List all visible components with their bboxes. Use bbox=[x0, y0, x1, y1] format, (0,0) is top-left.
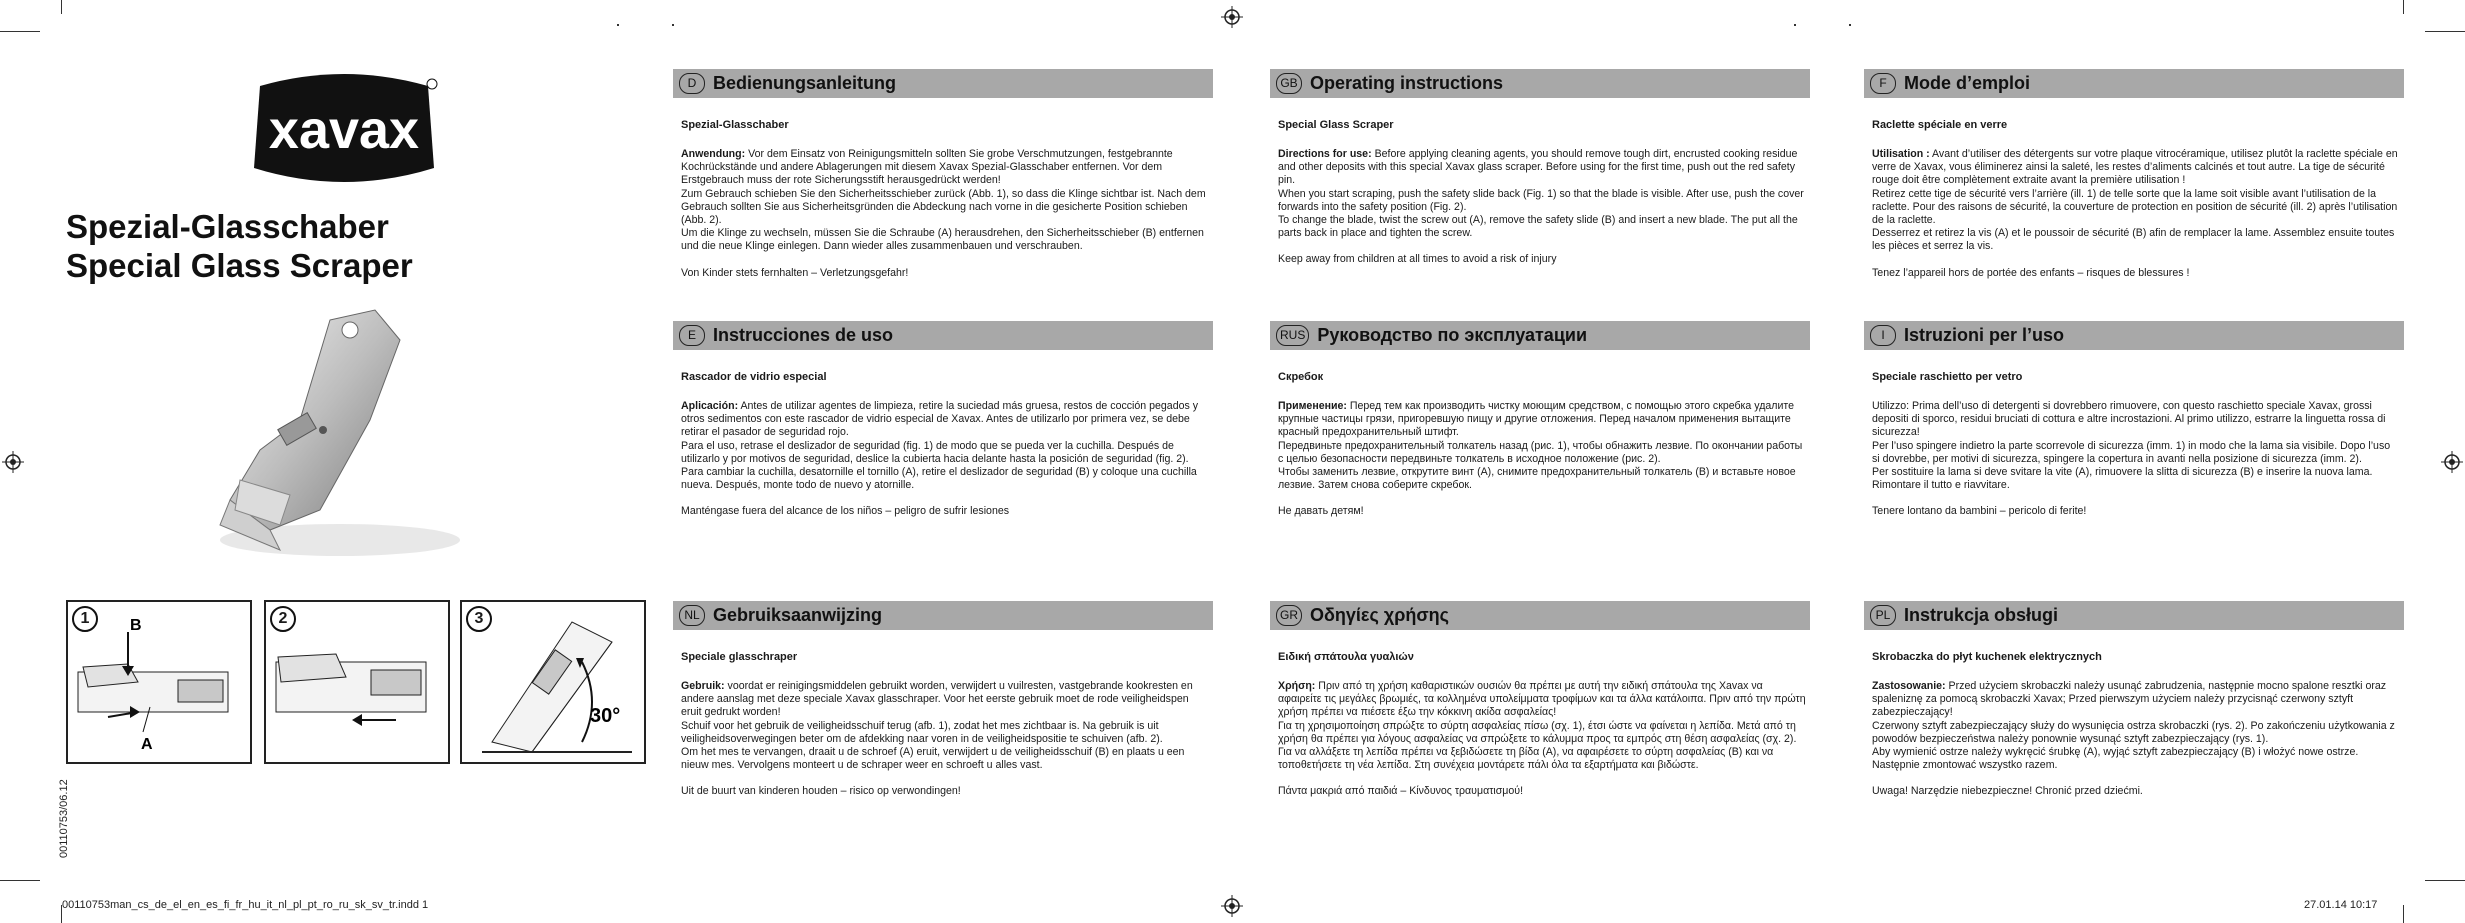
warning-text: Πάντα μακριά από παιδιά – Κίνδυνος τραυματισμού! bbox=[1278, 785, 1524, 798]
section-subtitle: Spezial-Glasschaber bbox=[681, 119, 789, 131]
instruction-line: To change the blade, twist the screw out (A), remove the safety slide (B) and insert a new blade. The put all the parts back in place and tighten the screw. bbox=[1278, 214, 1798, 240]
figure-3 bbox=[460, 600, 646, 764]
product-title-de: Spezial-Glasschaber bbox=[66, 208, 389, 245]
footer-date: 27.01.14 10:17 bbox=[2304, 899, 2378, 911]
language-badge: NL bbox=[679, 605, 705, 626]
section-header bbox=[673, 321, 1213, 350]
lead-label: Gebruik: bbox=[681, 680, 725, 692]
section-body bbox=[1872, 680, 2400, 799]
figure-number: 1 bbox=[72, 606, 98, 632]
figure-2-drawing bbox=[266, 602, 448, 762]
glass-scraper-illustration bbox=[200, 300, 500, 560]
language-badge: D bbox=[679, 73, 705, 94]
instruction-line: Чтобы заменить лезвие, открутите винт (A), снимите предохранительный толкатель (B) и вставьте новое лезвие. Затем снова соберите скребок. bbox=[1278, 466, 1796, 492]
warning-text: Manténgase fuera del alcance de los niños – peligro de sufrir lesiones bbox=[681, 505, 1010, 518]
section-header bbox=[1270, 69, 1810, 98]
section-subtitle: Skrobaczka do płyt kuchenek elektrycznych bbox=[1872, 651, 2102, 663]
xavax-logo bbox=[240, 68, 448, 196]
brand-name: xavax bbox=[268, 100, 420, 160]
footer-filename: 00110753man_cs_de_el_en_es_fi_fr_hu_it_nl_pl_pt_ro_ru_sk_sv_tr.indd 1 bbox=[62, 899, 429, 911]
section-title: Mode d’emploi bbox=[1904, 73, 2030, 93]
instruction-line: Передвиньте предохранительный толкатель назад (рис. 1), чтобы обнажить лезвие. По окончании работы с целью безопасности передвиньте толкатель в исходное положение (рис. 2). bbox=[1278, 439, 1803, 465]
instruction-line: Para el uso, retrase el deslizador de seguridad (fig. 1) de modo que se pueda ver la cuchilla. Después de utilizarlo y por motivos de seguridad, deslice la cubierta hacia delante hasta la posición de seguridad (fig. 2). bbox=[681, 439, 1189, 465]
instruction-line: Per sostituire la lama si deve svitare la vite (A), rimuovere la slitta di sicurezza (B) e inserire la nuova lama. Rimontare il tutto e riavvitare. bbox=[1872, 466, 2373, 492]
section-header bbox=[1864, 601, 2404, 630]
figure-number: 3 bbox=[466, 606, 492, 632]
registration-mark-icon bbox=[1221, 6, 1243, 28]
crop-mark bbox=[0, 31, 40, 32]
instruction-line: Aby wymienić ostrze należy wykręcić śrubkę (A), wyjąć sztyft zabezpieczający (B) i włożyć nowe ostrze. Następnie zmontować wszystko razem. bbox=[1872, 746, 2359, 772]
registration-mark-icon bbox=[1221, 895, 1243, 917]
section-e bbox=[673, 321, 1213, 519]
section-subtitle: Ειδική σπάτουλα γυαλιών bbox=[1278, 651, 1414, 663]
callout-a: A bbox=[141, 736, 153, 753]
article-code: 00110753/06.12 bbox=[58, 779, 70, 858]
section-gb bbox=[1270, 69, 1810, 267]
fold-mark bbox=[617, 24, 619, 26]
instruction-line: Zum Gebrauch schieben Sie den Sicherheitsschieber zurück (Abb. 1), so dass die Klinge sichtbar ist. Nach dem Gebrauch sollten Sie aus Sicherheitsgründen die Abdeckung nach vorne in die gesicherte Position schieben (Abb. 2). bbox=[681, 187, 1206, 227]
section-header bbox=[1270, 601, 1810, 630]
intro-text: Перед тем как производить чистку моющим средством, с помощью этого скребка удалите крупные частицы грязи, пригоревшую пищу и другие отложения. Перед началом применения вытащите красный предохранительный штифт. bbox=[1278, 400, 1794, 439]
callout-b: B bbox=[130, 617, 142, 634]
section-f bbox=[1864, 69, 2404, 280]
warning-text: Не давать детям! bbox=[1278, 505, 1364, 518]
intro-text: Przed użyciem skrobaczki należy usunąć zabrudzenia, następnie mocno spalone resztki oraz spaleniznę za pomocą skrobaczki Xavax; Przed pierwszym użyciem należy przycisnąć czerwony sztyft zabezpieczający! bbox=[1872, 680, 2387, 719]
section-header bbox=[1864, 321, 2404, 350]
crop-mark bbox=[2425, 31, 2465, 32]
instruction-line: Για τη χρησιμοποίηση σπρώξτε το σύρτη ασφαλείας πίσω (σχ. 1), έτσι ώστε να φαίνεται η λεπίδα. Μετά από τη χρήση θα πρέπει για λόγους ασφαλείας να σπρώξετε το κάλυμμα προς τα εμπρός στη θέση ασφαλείας (σχ. 2). bbox=[1278, 719, 1797, 745]
instruction-line: Czerwony sztyft zabezpieczający służy do wysunięcia ostrza skrobaczki (rys. 2). Po zakończeniu użytkowania z powodów bezpieczeństwa należy ponownie wysunąć sztyft zabezpieczający (rys. 1). bbox=[1872, 719, 2395, 745]
figure-1 bbox=[66, 600, 252, 764]
figure-3-drawing bbox=[462, 602, 644, 762]
section-body bbox=[681, 400, 1209, 519]
section-header bbox=[1864, 69, 2404, 98]
section-title: Istruzioni per l’uso bbox=[1904, 325, 2065, 345]
warning-text: Tenez l’appareil hors de portée des enfants – risques de blessures ! bbox=[1872, 266, 2190, 279]
section-pl bbox=[1864, 601, 2404, 799]
section-header bbox=[1270, 321, 1810, 350]
section-subtitle: Скребок bbox=[1278, 371, 1324, 383]
registration-mark-icon bbox=[2441, 451, 2463, 473]
section-title: Instrucciones de uso bbox=[713, 325, 894, 345]
intro-text: Utilizzo: Prima dell’uso di detergenti si dovrebbero rimuovere, con questo raschietto speciale Xavax, grossi depositi di sporco, residui bruciati di cottura e altre incrostazioni. Al primo utilizzo, estrarre la linguetta rossa di sicurezza! bbox=[1872, 400, 2386, 439]
lead-label: Anwendung: bbox=[681, 148, 746, 160]
fold-mark bbox=[1849, 24, 1851, 26]
intro-text: Avant d’utiliser des détergents sur votre plaque vitrocéramique, utilisez plutôt la raclette spéciale en verre de Xavax, vous éliminerez ainsi la saleté, les restes d’aliments calcinés et tout autre. La tige de sécurité rouge doit être complètement extraite avant la première utilisation ! bbox=[1872, 148, 2398, 187]
section-body bbox=[1278, 680, 1806, 799]
lead-label: Utilisation : bbox=[1872, 148, 1930, 160]
intro-text: voordat er reinigingsmiddelen gebruikt worden, verwijdert u vuilresten, vastgebrande kookresten en andere aanslag met deze speciale Xavax glasschraper. Voor het eerste gebruik moet de rode veiligheidspen eruit gedrukt worden! bbox=[681, 680, 1193, 719]
section-subtitle: Rascador de vidrio especial bbox=[681, 371, 827, 383]
instruction-line: Για να αλλάξετε τη λεπίδα πρέπει να ξεβιδώσετε τη βίδα (A), να αφαιρέσετε το σύρτη ασφαλείας (B) και να τοποθετήσετε τη νέα λεπίδα. Στη συνέχεια μοντάρετε πάλι όλα τα εξαρτήματα και βιδώστε. bbox=[1278, 746, 1774, 772]
section-subtitle: Speciale raschietto per vetro bbox=[1872, 371, 2023, 383]
figure-number: 2 bbox=[270, 606, 296, 632]
section-body bbox=[1278, 148, 1806, 267]
section-subtitle: Raclette spéciale en verre bbox=[1872, 119, 2008, 131]
crop-mark bbox=[2425, 880, 2465, 881]
section-title: Bedienungsanleitung bbox=[713, 73, 897, 93]
section-nl bbox=[673, 601, 1213, 799]
lead-label: Χρήση: bbox=[1278, 680, 1316, 692]
section-title: Operating instructions bbox=[1310, 73, 1504, 93]
intro-text: Antes de utilizar agentes de limpieza, retire la suciedad más gruesa, restos de cocción pegados y otros sedimentos con este rascador de vidrio especial de Xavax. Antes de utilizarlo por primera vez, se debe retirar el pasador de seguridad rojo. bbox=[681, 400, 1199, 439]
section-body bbox=[1278, 400, 1806, 519]
warning-text: Von Kinder stets fernhalten – Verletzungsgefahr! bbox=[681, 266, 909, 279]
crop-mark bbox=[0, 880, 40, 881]
instruction-line: Desserrez et retirez la vis (A) et le poussoir de sécurité (B) afin de remplacer la lame. Assemblez ensuite toutes les pièces et serrez la vis. bbox=[1872, 227, 2395, 253]
fold-mark bbox=[672, 24, 674, 26]
intro-text: Πριν από τη χρήση καθαριστικών ουσιών θα πρέπει με αυτή την ειδική σπάτουλα της Xavax να αφαιρείτε τις μεγάλες βρωμιές, τα κολλημένα υπολείμματα τροφίμων και τα άλλα κατάλοιπα. Πριν από την πρώτη χρήση πρέπει να πιέσετε έξω την κόκκινη ακίδα ασφαλείας! bbox=[1278, 680, 1806, 719]
instruction-line: Om het mes te vervangen, draait u de schroef (A) eruit, verwijdert u de veiligheidsschuif (B) en plaats u een nieuw mes. Vervolgens monteert u de schraper weer en schroeft u alles vast. bbox=[681, 746, 1185, 772]
section-title: Οδηγίες χρήσης bbox=[1310, 605, 1449, 625]
warning-text: Tenere lontano da bambini – pericolo di ferite! bbox=[1872, 505, 2087, 518]
figure-1-drawing bbox=[68, 602, 250, 762]
lead-label: Directions for use: bbox=[1278, 148, 1372, 160]
section-body bbox=[681, 148, 1209, 280]
lead-label: Применение: bbox=[1278, 400, 1347, 412]
instruction-line: Retirez cette tige de sécurité vers l’arrière (ill. 1) de telle sorte que la lame soit visible avant l’utilisation de la raclette. Pour des raisons de sécurité, la couverture de protection en position de sécurité (ill. 2) après l’utilisation de la raclette. bbox=[1872, 187, 2398, 227]
language-badge: GB bbox=[1276, 73, 1302, 94]
section-subtitle: Special Glass Scraper bbox=[1278, 119, 1394, 131]
instruction-line: Para cambiar la cuchilla, desatornille el tornillo (A), retire el deslizador de seguridad (B) y coloque una cuchilla nueva. Después, monte todo de nuevo y atornille. bbox=[681, 466, 1197, 492]
instruction-line: When you start scraping, push the safety slide back (Fig. 1) so that the blade is visible. After use, push the cover forwards into the safety position (Fig. 2). bbox=[1278, 187, 1804, 213]
language-badge: F bbox=[1870, 73, 1896, 94]
instruction-line: Um die Klinge zu wechseln, müssen Sie die Schraube (A) herausdrehen, den Sicherheitsschieber (B) entfernen und die neue Klinge einlegen. Dann wieder alles zusammenbauen und verschrauben. bbox=[681, 227, 1204, 253]
instruction-line: Per l’uso spingere indietro la parte scorrevole di sicurezza (imm. 1) in modo che la lama sia visibile. Dopo l’uso si dovrebbe, per motivi di sicurezza, spingere la copertura in avanti nella posizione di sicurezza (imm. 2). bbox=[1872, 439, 2391, 465]
intro-text: Before applying cleaning agents, you should remove tough dirt, encrusted cooking residue and other deposits with this special Xavax glass scraper. Before using for the first time, push out the red safety pin. bbox=[1278, 148, 1798, 187]
warning-text: Keep away from children at all times to avoid a risk of injury bbox=[1278, 253, 1557, 266]
section-body bbox=[1872, 148, 2400, 280]
section-body bbox=[681, 680, 1209, 799]
section-title: Руководство по эксплуатации bbox=[1317, 325, 1588, 345]
section-subtitle: Speciale glasschraper bbox=[681, 651, 798, 663]
section-header bbox=[673, 69, 1213, 98]
warning-text: Uit de buurt van kinderen houden – risico op verwondingen! bbox=[681, 785, 961, 798]
crop-mark bbox=[61, 0, 62, 14]
section-body bbox=[1872, 400, 2400, 519]
language-badge: GR bbox=[1276, 605, 1302, 626]
section-de bbox=[673, 69, 1213, 280]
angle-label: 30° bbox=[590, 705, 621, 727]
product-title-en: Special Glass Scraper bbox=[66, 247, 413, 284]
instruction-line: Schuif voor het gebruik de veiligheidsschuif terug (afb. 1), zodat het mes zichtbaar is. Na gebruik is uit veiligheidsoverwegingen beter om de afdekking naar voren in de veiligheidspositie te schuiven (afb. 2). bbox=[681, 719, 1163, 745]
crop-mark bbox=[2403, 905, 2404, 923]
crop-mark bbox=[2403, 0, 2404, 14]
language-badge: PL bbox=[1870, 605, 1896, 626]
section-title: Gebruiksaanwijzing bbox=[713, 605, 883, 625]
language-badge: RUS bbox=[1276, 325, 1309, 346]
intro-text: Vor dem Einsatz von Reinigungsmitteln sollten Sie grobe Verschmutzungen, festgebrannte Kochrückstände und andere Ablagerungen mit diesem Xavax Spezial-Glasschaber entfernen. Vor dem Erstgebrauch muss der rote Sicherungsstift herausgedrückt werden! bbox=[681, 148, 1173, 187]
language-badge: I bbox=[1870, 325, 1896, 346]
lead-label: Aplicación: bbox=[681, 400, 739, 412]
language-badge: E bbox=[679, 325, 705, 346]
section-rus bbox=[1270, 321, 1810, 519]
fold-mark bbox=[1794, 24, 1796, 26]
section-title: Instrukcja obsługi bbox=[1904, 605, 2059, 625]
figure-2 bbox=[264, 600, 450, 764]
warning-text: Uwaga! Narzędzie niebezpieczne! Chronić przed dziećmi. bbox=[1872, 785, 2143, 798]
section-header bbox=[673, 601, 1213, 630]
section-gr bbox=[1270, 601, 1810, 799]
registration-mark-icon bbox=[2, 451, 24, 473]
section-i bbox=[1864, 321, 2404, 519]
lead-label: Zastosowanie: bbox=[1872, 680, 1946, 692]
